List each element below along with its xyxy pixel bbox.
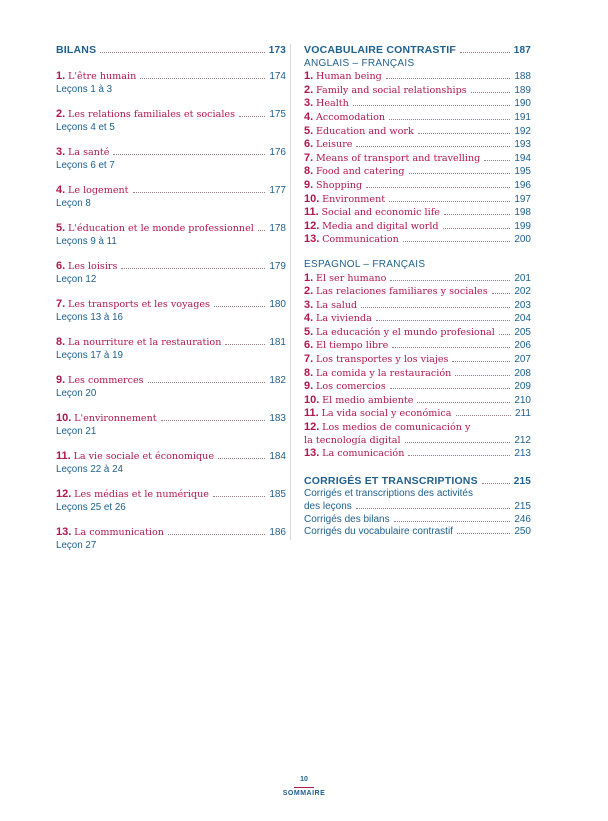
leader-dots (213, 496, 265, 497)
item-number: 1. (56, 69, 66, 82)
vocab-item[interactable] (304, 193, 531, 207)
item-title: Les médias et le numérique (74, 488, 209, 500)
item-page: 206 (514, 340, 531, 352)
item-title: El tiempo libre (315, 340, 389, 352)
item-number: 9. (304, 380, 314, 393)
spanish-heading: ESPAGNOL – FRANÇAIS (304, 258, 426, 270)
leader-dots (353, 105, 510, 106)
item-number: 12. (304, 219, 320, 232)
leader-dots (376, 320, 511, 321)
item-page: 199 (514, 220, 531, 232)
item-page: 208 (514, 367, 531, 379)
corriges-vocab[interactable] (304, 526, 531, 539)
lessons-range: Leçons 1 à 3 (56, 83, 113, 95)
item-title: Environment (322, 193, 386, 205)
item-title: Accomodation (315, 111, 386, 123)
leader-dots (452, 361, 510, 362)
leader-dots (239, 116, 265, 117)
item-title: Communication (322, 234, 399, 246)
right-column (304, 44, 531, 539)
item-title: La nourriture et la restauration (67, 336, 222, 348)
bilan-entry[interactable] (56, 526, 286, 552)
vocab-item[interactable] (304, 179, 531, 193)
item-title: La comunicación (322, 448, 405, 460)
lessons-range: Leçons 25 et 26 (56, 501, 126, 513)
english-list (304, 70, 531, 247)
vocab-label: VOCABULAIRE CONTRASTIF (304, 44, 456, 56)
item-title: La vivienda (315, 313, 372, 325)
item-title: Leisure (315, 139, 353, 151)
vocab-item[interactable] (304, 97, 531, 111)
item-page: 174 (269, 70, 286, 82)
item-page: 186 (269, 526, 286, 538)
leader-dots (499, 334, 511, 335)
item-number: 6. (304, 138, 314, 151)
vocab-item[interactable] (304, 367, 531, 381)
vocab-item[interactable] (304, 111, 531, 125)
bilans-page: 173 (268, 45, 286, 56)
item-title: Shopping (315, 179, 363, 191)
item-title: Les loisirs (67, 260, 118, 272)
item-page: 178 (269, 222, 286, 234)
item-number: 11. (304, 407, 319, 420)
vocab-item[interactable] (304, 339, 531, 353)
bilans-label: BILANS (56, 44, 97, 56)
vocab-item[interactable] (304, 394, 531, 408)
item-title-line1: Los medios de comunicación y (322, 422, 471, 434)
item-title: Les commerces (67, 374, 144, 386)
bilans-entries (56, 70, 286, 552)
leader-dots (408, 455, 510, 456)
bilan-entry[interactable] (56, 374, 286, 400)
lessons-range: Leçons 6 et 7 (56, 159, 115, 171)
item-page: 183 (269, 412, 286, 424)
vocab-item[interactable] (304, 285, 531, 299)
item-number: 10. (304, 192, 320, 205)
item-title: Education and work (315, 125, 414, 137)
item-number: 9. (56, 373, 66, 386)
lessons-range: Leçon 27 (56, 539, 97, 551)
item-page: 207 (514, 354, 531, 366)
item-number: 6. (56, 259, 66, 272)
item-number: 3. (304, 298, 314, 311)
leader-dots (482, 483, 510, 484)
item-page: 179 (269, 260, 286, 272)
item-title: Food and catering (315, 166, 405, 178)
item-number: 8. (304, 165, 314, 178)
item-title: El medio ambiente (322, 394, 414, 406)
leader-dots (390, 280, 510, 281)
vocab-item[interactable] (304, 233, 531, 247)
leader-dots (484, 160, 510, 161)
leader-dots (386, 78, 511, 79)
spanish-item-12[interactable] (304, 421, 531, 447)
bilan-entry[interactable] (56, 450, 286, 476)
corriges-bilans[interactable] (304, 514, 531, 527)
item-title: La salud (315, 299, 358, 311)
item-page: 175 (269, 108, 286, 120)
bilan-entry[interactable] (56, 412, 286, 438)
item-number: 2. (56, 107, 66, 120)
vocab-item[interactable] (304, 138, 531, 152)
leader-dots (409, 173, 511, 174)
spanish-list (304, 272, 531, 422)
item-title: La vida social y económica (321, 408, 452, 420)
item-title: El ser humano (315, 272, 387, 284)
bilan-entry[interactable] (56, 298, 286, 324)
item-title: Los comercios (315, 381, 386, 393)
vocab-item[interactable] (304, 299, 531, 313)
activities-page: 215 (514, 501, 531, 512)
item-number: 2. (304, 83, 314, 96)
leader-dots (455, 375, 510, 376)
item-number: 10. (304, 393, 320, 406)
item-number: 4. (304, 110, 314, 123)
leader-dots (456, 415, 512, 416)
bilan-entry[interactable] (56, 222, 286, 248)
item-page: 201 (514, 272, 531, 284)
corriges-bilans-page: 246 (514, 513, 531, 525)
lessons-range: Leçons 13 à 16 (56, 311, 123, 323)
corriges-vocab-page: 250 (514, 526, 531, 538)
item-page: 210 (514, 394, 531, 406)
vocab-page: 187 (513, 45, 531, 56)
item-page: 203 (514, 299, 531, 311)
corriges-label: CORRIGÉS ET TRANSCRIPTIONS (304, 474, 478, 487)
vocab-item[interactable] (304, 84, 531, 98)
leader-dots (443, 228, 511, 229)
item-page: 204 (514, 313, 531, 325)
item-title-line2: la tecnología digital (304, 434, 401, 446)
item-title: Les relations familiales et sociales (67, 108, 236, 120)
leader-dots (113, 154, 265, 155)
item-title: Health (315, 98, 349, 110)
leader-dots (361, 307, 510, 308)
item-number: 4. (304, 312, 314, 325)
item-number: 5. (304, 325, 314, 338)
leader-dots (356, 508, 511, 509)
vocab-heading[interactable] (304, 44, 531, 58)
item-number: 3. (56, 145, 66, 158)
corriges-bilans-label: Corrigés des bilans (304, 513, 390, 525)
item-number: 11. (304, 206, 319, 219)
item-page: 176 (269, 146, 286, 158)
leader-dots (444, 214, 510, 215)
item-number: 12. (304, 421, 320, 434)
item-page: 213 (514, 448, 531, 460)
item-number: 8. (56, 335, 66, 348)
item-title: Means of transport and travelling (315, 152, 481, 164)
item-page: 202 (514, 286, 531, 298)
leader-dots (100, 52, 264, 53)
leader-dots (389, 119, 510, 120)
leader-dots (168, 534, 265, 535)
corriges-heading[interactable] (304, 475, 531, 489)
item-number: 2. (304, 285, 314, 298)
leader-dots (417, 402, 510, 403)
bilans-heading[interactable] (56, 44, 286, 58)
item-number: 13. (56, 525, 72, 538)
leader-dots (148, 382, 266, 383)
footer-label: SOMMAIRE (282, 790, 326, 797)
lessons-range: Leçons 22 à 24 (56, 463, 123, 475)
item-page: 188 (514, 71, 531, 83)
item-number: 6. (304, 339, 314, 352)
item-number: 3. (304, 97, 314, 110)
item-page: 193 (514, 139, 531, 151)
vocab-item[interactable] (304, 165, 531, 179)
leader-dots (218, 458, 265, 459)
vocab-item[interactable] (304, 380, 531, 394)
bilan-entry[interactable] (56, 488, 286, 514)
item-number: 7. (304, 353, 314, 366)
vocab-item[interactable] (304, 326, 531, 340)
item-page: 181 (269, 336, 286, 348)
vocab-item[interactable] (304, 220, 531, 234)
item-page: 192 (514, 125, 531, 137)
item-title: Las relaciones familiares y sociales (315, 286, 488, 298)
bilan-entry[interactable] (56, 336, 286, 362)
vocab-item[interactable] (304, 272, 531, 286)
leader-dots (405, 442, 511, 443)
item-number: 1. (304, 271, 314, 284)
item-title: L'éducation et le monde professionnel (67, 222, 254, 234)
left-column (56, 44, 286, 552)
item-title: Media and digital world (322, 220, 439, 232)
item-number: 13. (304, 233, 320, 246)
item-title: Social and economic life (321, 207, 440, 219)
leader-dots (460, 52, 510, 53)
leader-dots (394, 521, 511, 522)
leader-dots (161, 420, 266, 421)
english-heading: ANGLAIS – FRANÇAIS (304, 57, 415, 69)
item-number: 4. (56, 183, 66, 196)
bilan-entry[interactable] (56, 184, 286, 210)
item-page: 198 (514, 207, 531, 219)
leader-dots (492, 293, 511, 294)
item-title: La santé (67, 146, 110, 158)
leader-dots (389, 201, 510, 202)
item-page: 197 (514, 193, 531, 205)
vocab-item[interactable] (304, 206, 531, 220)
item-page: 190 (514, 98, 531, 110)
item-title: L'être humain (67, 70, 137, 82)
item-number: 7. (304, 151, 314, 164)
item-title: Les transports et les voyages (67, 298, 210, 310)
page-number: 10 (300, 776, 308, 783)
corriges-vocab-label: Corrigés du vocabulaire contrastif (304, 526, 453, 538)
leader-dots (140, 78, 265, 79)
vocab-item[interactable] (304, 312, 531, 326)
item-number: 7. (56, 297, 66, 310)
leader-dots (214, 306, 265, 307)
item-page: 205 (514, 326, 531, 338)
corriges-page: 215 (513, 475, 531, 487)
bilan-entry[interactable] (56, 146, 286, 172)
leader-dots (390, 388, 511, 389)
activities-line2: des leçons (304, 501, 352, 512)
leader-dots (133, 192, 266, 193)
corriges-activities[interactable] (304, 488, 531, 513)
item-page: 212 (514, 434, 531, 446)
item-title: La vie sociale et économique (73, 450, 215, 462)
vocab-item[interactable] (304, 407, 531, 421)
leader-dots (418, 133, 511, 134)
lessons-range: Leçon 12 (56, 273, 97, 285)
lessons-range: Leçons 17 à 19 (56, 349, 123, 361)
leader-dots (258, 230, 265, 231)
vocab-item[interactable] (304, 353, 531, 367)
leader-dots (121, 268, 265, 269)
item-page: 194 (514, 152, 531, 164)
bilan-entry[interactable] (56, 70, 286, 96)
leader-dots (392, 347, 510, 348)
leader-dots (457, 533, 510, 534)
lessons-range: Leçon 21 (56, 425, 97, 437)
item-page: 200 (514, 234, 531, 246)
vocab-item[interactable] (304, 125, 531, 139)
item-number: 12. (56, 487, 72, 500)
item-number: 9. (304, 178, 314, 191)
item-page: 177 (269, 184, 286, 196)
leader-dots (471, 92, 511, 93)
item-title: Le logement (67, 184, 129, 196)
footer-rule (294, 787, 314, 788)
item-number: 13. (304, 447, 320, 460)
item-page: 195 (514, 166, 531, 178)
item-page: 185 (269, 488, 286, 500)
item-number: 5. (304, 124, 314, 137)
item-title: Family and social relationships (315, 84, 467, 96)
item-page: 191 (514, 111, 531, 123)
item-page: 180 (269, 298, 286, 310)
spanish-item-13[interactable] (304, 447, 531, 461)
item-number: 11. (56, 449, 71, 462)
lessons-range: Leçons 9 à 11 (56, 235, 117, 247)
item-page: 196 (514, 179, 531, 191)
item-page: 209 (514, 381, 531, 393)
item-number: 10. (56, 411, 72, 424)
bilan-entry[interactable] (56, 260, 286, 286)
item-title: Los transportes y los viajes (315, 354, 449, 366)
leader-dots (366, 187, 510, 188)
lessons-range: Leçon 20 (56, 387, 97, 399)
leader-dots (225, 344, 265, 345)
item-title: Human being (315, 71, 382, 83)
vocab-item[interactable] (304, 70, 531, 84)
item-title: L'environnement (74, 412, 157, 424)
item-number: 8. (304, 366, 314, 379)
item-title: La educación y el mundo profesional (315, 326, 495, 338)
leader-dots (356, 146, 510, 147)
lessons-range: Leçons 4 et 5 (56, 121, 115, 133)
item-number: 1. (304, 70, 314, 83)
leader-dots (403, 241, 511, 242)
activities-line1: Corrigés et transcriptions des activités (304, 488, 473, 500)
column-divider (290, 44, 291, 540)
item-number: 5. (56, 221, 66, 234)
item-page: 184 (269, 450, 286, 462)
item-title: La communication (74, 526, 164, 538)
vocab-item[interactable] (304, 152, 531, 166)
lessons-range: Leçon 8 (56, 197, 91, 209)
bilan-entry[interactable] (56, 108, 286, 134)
item-page: 211 (515, 408, 531, 420)
item-page: 189 (514, 84, 531, 96)
item-page: 182 (269, 374, 286, 386)
item-title: La comida y la restauración (315, 367, 452, 379)
